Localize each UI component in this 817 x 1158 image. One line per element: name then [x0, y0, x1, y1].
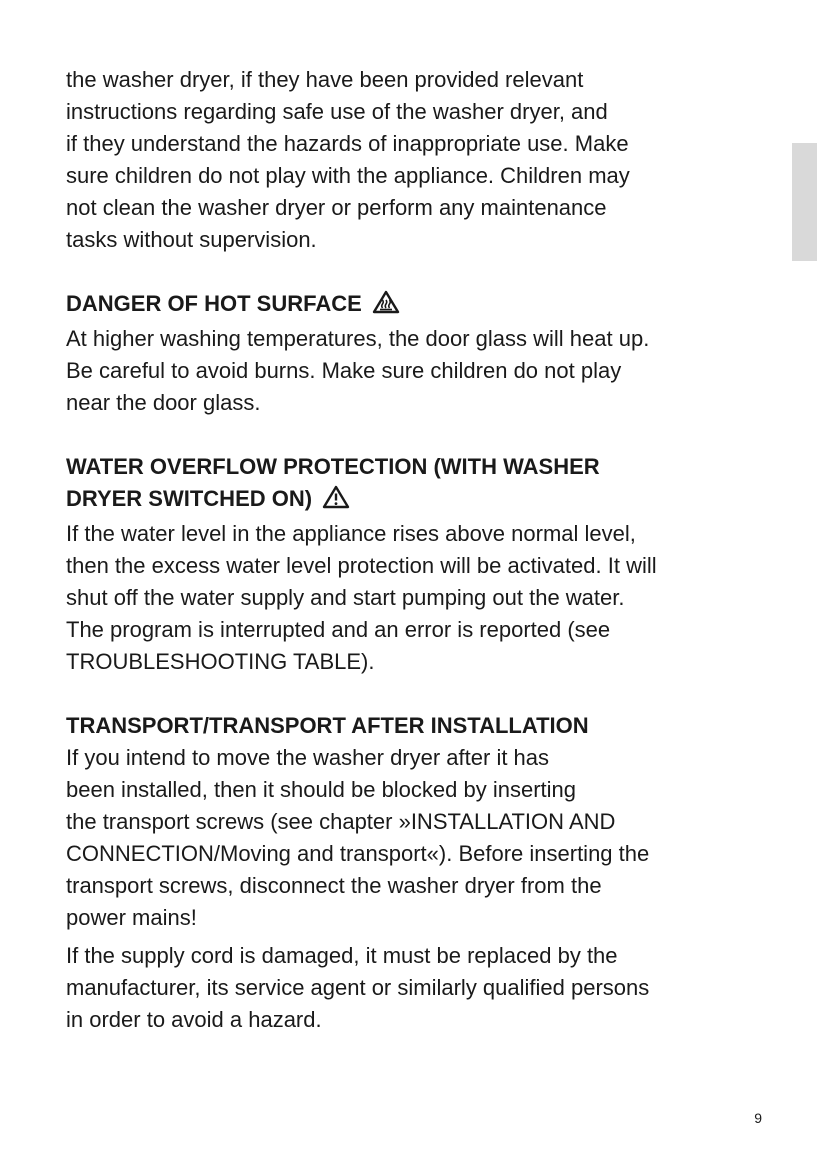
text-line: not clean the washer dryer or perform any maintenance	[66, 195, 607, 220]
text-line: CONNECTION/Moving and transport«). Before inserting the	[66, 841, 650, 866]
text-line: then the excess water level protection will be activated. It will	[66, 553, 657, 578]
overflow-paragraph	[66, 518, 766, 678]
language-tab-marker	[792, 143, 817, 261]
overflow-heading-line2: DRYER SWITCHED ON)	[66, 486, 313, 511]
text-line: manufacturer, its service agent or similarly qualified persons	[66, 975, 650, 1000]
text-line: tasks without supervision.	[66, 227, 317, 252]
text-line: near the door glass.	[66, 390, 261, 415]
intro-paragraph	[66, 64, 766, 256]
transport-paragraph	[66, 742, 766, 934]
text-line: transport screws, disconnect the washer dryer from the	[66, 873, 602, 898]
transport-heading	[66, 710, 766, 742]
text-line: power mains!	[66, 905, 197, 930]
text-line: shut off the water supply and start pumping out the water.	[66, 585, 625, 610]
hot-surface-paragraph	[66, 323, 766, 419]
text-line: TROUBLESHOOTING TABLE).	[66, 649, 375, 674]
text-line: in order to avoid a hazard.	[66, 1007, 322, 1032]
overflow-heading	[66, 451, 766, 518]
text-line: the transport screws (see chapter »INSTALLATION AND	[66, 809, 616, 834]
warning-triangle-icon	[322, 485, 350, 518]
hot-surface-heading	[66, 288, 766, 323]
page-number: 9	[754, 1110, 762, 1126]
text-line: If the water level in the appliance rises above normal level,	[66, 521, 636, 546]
hot-surface-warning-icon	[372, 290, 400, 323]
text-line: if they understand the hazards of inappropriate use. Make	[66, 131, 629, 156]
overflow-heading-line1: WATER OVERFLOW PROTECTION (WITH WASHER	[66, 454, 600, 479]
text-line: The program is interrupted and an error is reported (see	[66, 617, 611, 642]
text-line: If you intend to move the washer dryer after it has	[66, 745, 550, 770]
text-line: sure children do not play with the appliance. Children may	[66, 163, 630, 188]
manual-page-content	[66, 64, 766, 1036]
text-line: If the supply cord is damaged, it must be replaced by the	[66, 943, 618, 968]
text-line: instructions regarding safe use of the washer dryer, and	[66, 99, 608, 124]
text-line: Be careful to avoid burns. Make sure children do not play	[66, 358, 622, 383]
hot-surface-heading-text: DANGER OF HOT SURFACE	[66, 291, 362, 316]
text-line: been installed, then it should be blocked by inserting	[66, 777, 577, 802]
text-line: At higher washing temperatures, the door glass will heat up.	[66, 326, 650, 351]
text-line: the washer dryer, if they have been provided relevant	[66, 67, 584, 92]
supply-cord-paragraph	[66, 940, 766, 1036]
transport-heading-text: TRANSPORT/TRANSPORT AFTER INSTALLATION	[66, 713, 589, 738]
